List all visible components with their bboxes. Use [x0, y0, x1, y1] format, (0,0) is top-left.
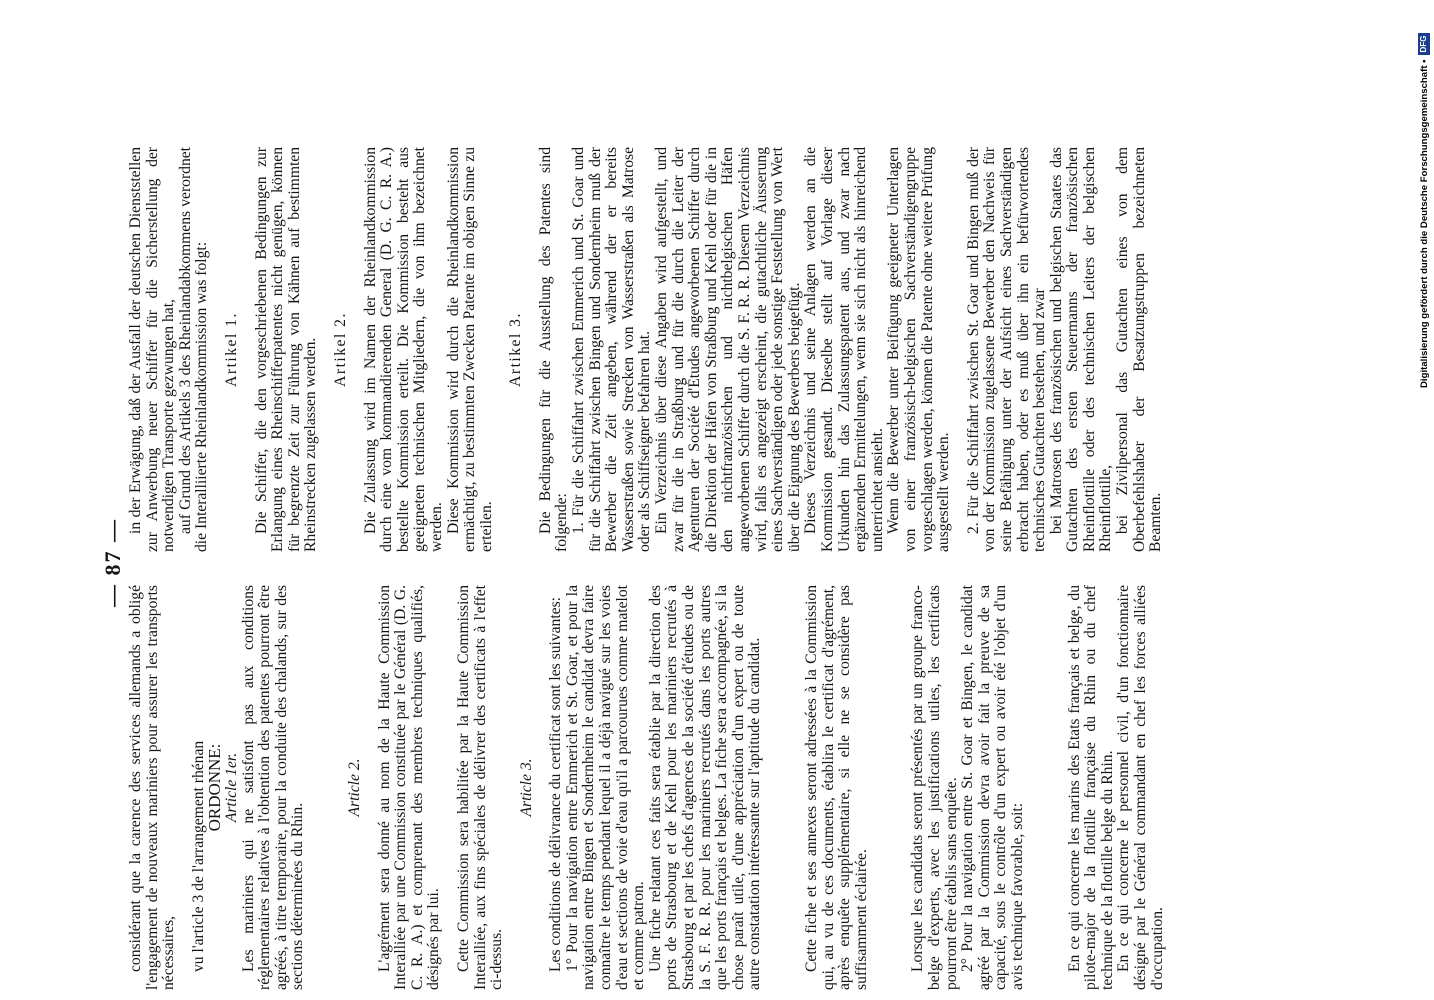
article-3-paragraph: bei Matrosen des französischen und belgischen Staates das Gutachten des ersten Steuermanns der französischen Rheinflottille oder des technischen Leiters der belgischen Rheinflottille,	[1047, 147, 1115, 552]
article-3-paragraph: Cette fiche et ses annexes seront adressées à la Commission qui, au vu de ces documents, établira le certificat d'agrément, après enquête supplémentaire, si elle ne se considère pas suffisamment éclairée.	[803, 585, 870, 990]
article-3-title: Article 3.	[517, 758, 535, 817]
article-3-paragraph: 2° Pour la navigation entre St. Goar et Bingen, le candidat agréé par la Commission devra avoir fait la preuve de sa capacité, sous le contrôle d'un expert ou avoir été l'objet d'un avis technique favorable, soit:	[959, 585, 1026, 990]
article-2-paragraph: Cette Commission sera habilitée par la Haute Commission Interalliée, aux fins spéciales de délivrer des certificats à l'effet ci-dessus.	[454, 585, 506, 990]
article-3-intro: Les conditions de délivrance du certificat sont les suivantes:	[547, 596, 565, 972]
article-2-paragraph: L'agrément sera donné au nom de la Haute Commission Interalliée par une Commission constituée par le Général (D. G. C. R. A.) et comprenant des membres techniques qualifiés, désignés par lui.	[375, 585, 443, 990]
article-3-paragraph: En ce qui concerne le personnel civil, d'un fonctionnaire désigné par le Général commandant en chef les forces alliées d'occupation.	[1115, 585, 1166, 990]
article-1-text: Die Schiffer, die den vorgeschriebenen Bedingungen zur Erlangung eines Rheinschifferpatentes nicht genügen, können für begrenzte Zeit zur Führung von Kähnen auf bestimmten Rheinstrecken zugelassen werden.	[252, 147, 320, 552]
preamble-legal-basis: auf Grund des Artikels 3 des Rheinlandabkommens verordnet die Interalliierte Rheinlandkommission was folgt:	[176, 147, 211, 552]
article-3-paragraph: bei Zivilpersonal das Gutachten eines von dem Oberbefehlshaber der Besatzungstruppen bezeichneten Beamten.	[1114, 147, 1165, 552]
digitization-watermark	[1416, 6, 1434, 388]
article-3-paragraph: En ce qui concerne les marins des Etats français et belge, du pilote-major de la flottille française du Rhin ou du chef technique de la flottille belge du Rhin.	[1065, 585, 1116, 990]
preamble-legal-basis: vu l'article 3 de l'arrangement rhénan	[189, 740, 207, 972]
article-3-title: Artikel 3.	[507, 312, 525, 387]
preamble-considering: considérant que la carence des services allemands a obligé l'engagement de nouveaux mariniers pour assurer les transports nécessaires,	[127, 585, 178, 990]
article-3-paragraph: Une fiche relatant ces faits sera établie par la direction des ports de Strasbourg et de Kehl pour les mariniers recrutés à Strasbourg et par les chefs d'agences de la société d'études ou de la S. F. R. R. pour les mariniers recrutés dans les ports autres que les ports français et belges. La fiche sera accompagnée, si la chose paraît utile, d'une appréciation d'un expert ou de toute autre constatation intéressante sur l'aptitude du candidat.	[646, 585, 764, 990]
article-2-paragraph: Diese Kommission wird durch die Rheinlandkommission ermächtigt, zu bestimmten Zwecken Patente im obigen Sinne zu erteilen.	[444, 147, 495, 552]
article-1-title: Artikel 1.	[222, 312, 240, 387]
article-3-intro: Die Bedingungen für die Ausstellung des Patentes sind folgende:	[536, 147, 571, 552]
article-3-paragraph: 2. Für die Schiffahrt zwischen St. Goar und Bingen muß der von der Kommission zugelassene Bewerber den Nachweis für seine Befähigung unter der Aufsicht eines Sachverständigen erbracht haben, oder es muß über ihn ein befürwortendes technisches Gutachten bestehen, und zwar	[964, 147, 1049, 552]
watermark-text: Digitalisierung gefördert durch die Deutsche Forschungsgemeinschaft •	[1419, 59, 1430, 388]
article-3-paragraph: Wenn die Bewerber unter Beifügung geeigneter Unterlagen von einer französisch-belgischen Sachverständigengruppe vorgeschlagen werden, können die Patente ohne weitere Prüfung ausgestellt werden.	[885, 147, 953, 552]
article-1-title: Article 1er.	[222, 752, 240, 823]
article-2-paragraph: Die Zulassung wird im Namen der Rheinlandkommission durch eine vom kommandierenden General (D. G. C. R. A.) bestellte Kommission erteilt. Die Kommission besteht aus geeigneten technischen Mitgliedern, die von ihm bezeichnet werden.	[361, 147, 445, 552]
article-3-paragraph: 1. Für die Schiffahrt zwischen Emmerich und St. Goar und für die Schiffahrt zwischen Bingen und Sondernheim muß der Bewerber die Zeit angeben, während der er bereits Wasserstraßen sowie Strecken von Wasserstraßen als Matrose oder als Schiffseigner befahren hat.	[570, 147, 654, 552]
article-3-paragraph: Lorsque les candidats seront présentés par un groupe franco-belge d'experts, avec les justifications utiles, les certificats pourront être établis sans enquête.	[909, 585, 960, 990]
dfg-logo: DFG	[1418, 33, 1430, 56]
article-2-title: Artikel 2.	[331, 312, 349, 387]
article-1-text: Les mariniers qui ne satisfont pas aux conditions réglementaires relatives à l'obtention des patentes pourront être agréés, à titre temporaire, pour la conduite des chalands, sur des sections déterminées du Rhin.	[239, 585, 307, 990]
article-3-paragraph: 1° Pour la navigation entre Emmerich et St. Goar, et pour la navigation entre Bingen et Sondernheim le candidat devra faire connaître le temps pendant lequel il a déjà navigué sur les voies d'eau et sections de voie d'eau qu'il a parcourues comme matelot et comme patron.	[563, 585, 648, 990]
article-3-paragraph: Ein Verzeichnis über diese Angaben wird aufgestellt, und zwar für die in Straßburg und für die durch die Leiter der Agenturen der Société d'Études angeworbenen Schiffer durch die Direktion der Häfen von Straßburg und Kehl oder für die in den nichtfranzösischen und nichtbelgischen Häfen angeworbenen Schiffer durch die S. F. R. R. Diesem Verzeichnis wird, falls es angezeigt erscheint, die gutachtliche Äusserung eines Sachverständigen oder jede sonstige Feststellung von Wert über die Eignung des Bewerbers beigefügt.	[653, 147, 803, 552]
article-3-paragraph: Dieses Verzeichnis und seine Anlagen werden an die Kommission gesandt. Dieselbe stellt auf Vorlage dieser Urkunden hin das Zulassungspatent aus, und zwar nach ergänzenden Ermittelungen, wenn sie sich nicht als hinreichend unterrichtet ansieht.	[802, 147, 886, 552]
german-column	[128, 147, 1165, 552]
article-2-title: Article 2.	[345, 758, 363, 817]
ordonne-heading: ORDONNE:	[205, 743, 225, 832]
french-column	[128, 585, 1166, 990]
page-number: — 87 —	[100, 518, 125, 607]
preamble-considering: in der Erwägung, daß der Ausfall der deutschen Dienststellen zur Anwerbung neuer Schiffer für die Sicherstellung der notwendigen Transporte gezwungen hat,	[127, 147, 178, 552]
rotated-page	[100, 125, 1310, 1000]
